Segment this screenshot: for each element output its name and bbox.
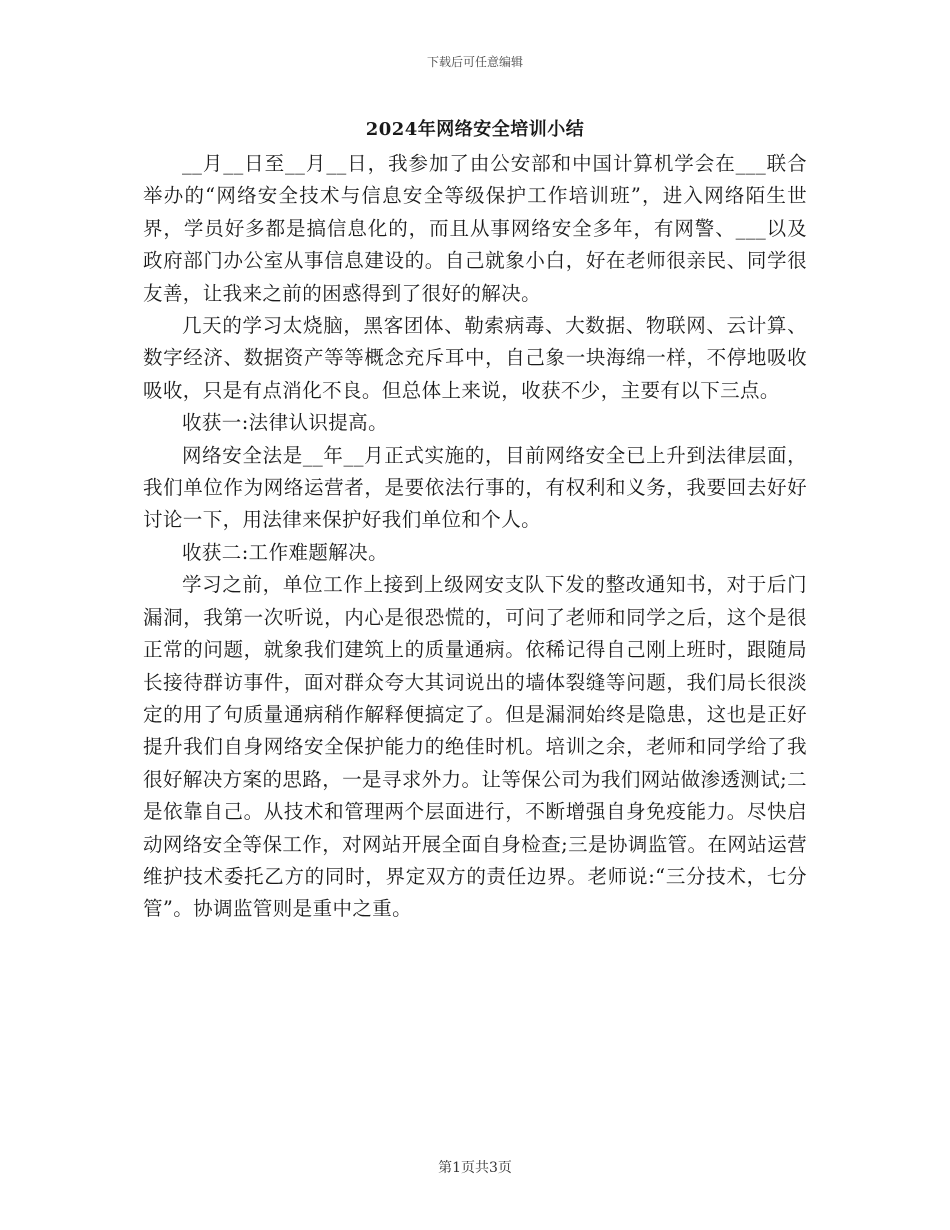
document-body (143, 148, 807, 926)
paragraph-learning: 几天的学习太烧脑，黑客团体、勒索病毒、大数据、物联网、云计算、数字经济、数据资产等等概念充斥耳中，自己象一块海绵一样，不停地吸收吸收，只是有点消化不良。但总体上来说，收获不少，主要有以下三点。 (143, 314, 807, 402)
section-heading-gain-one: 收获一:法律认识提高。 (182, 411, 388, 435)
page-header-note: 下载后可任意编辑 (426, 55, 523, 69)
paragraph-gain-one: 网络安全法是__年__月正式实施的，目前网络安全已上升到法律层面，我们单位作为网络运营者，是要依法行事的，有权利和义务，我要回去好好讨论一下，用法律来保护好我们单位和个人。 (143, 443, 807, 532)
document-title: 2024年网络安全培训小结 (365, 119, 585, 140)
paragraph-gain-two: 学习之前，单位工作上接到上级网安支队下发的整改通知书，对于后门漏洞，我第一次听说，内心是很恐慌的，可问了老师和同学之后，这个是很正常的问题，就象我们建筑上的质量通病。依稀记得自己刚上班时，跟随局长接待群访事件，面对群众夸大其词说出的墙体裂缝等问题，我们局长很淡定的用了句质量通病稍作解释便搞定了。但是漏洞始终是隐患，这也是正好提升我们自身网络安全保护能力的绝佳时机。培训之余，老师和同学给了我很好解决方案的思路，一是寻求外力。让等保公司为我们网站做渗透测试;二是依靠自己。从技术和管理两个层面进行，不断增强自身免疫能力。尽快启动网络安全等保工作，对网站开展全面自身检查;三是协调监管。在网站运营维护技术委托乙方的同时，界定双方的责任边界。老师说:“三分技术，七分管”。协调监管则是重中之重。 (143, 573, 807, 921)
paragraph-intro: __月__日至__月__日，我参加了由公安部和中国计算机学会在___联合举办的“网络安全技术与信息安全等级保护工作培训班”，进入网络陌生世界，学员好多都是搞信息化的，而且从事网络安全多年，有网警、___以及政府部门办公室从事信息建设的。自己就象小白，好在老师很亲民、同学很友善，让我来之前的困惑得到了很好的解决。 (143, 152, 807, 305)
section-heading-gain-two: 收获二:工作难题解决。 (182, 540, 388, 564)
page-number: 第1页共3页 (438, 1160, 512, 1176)
